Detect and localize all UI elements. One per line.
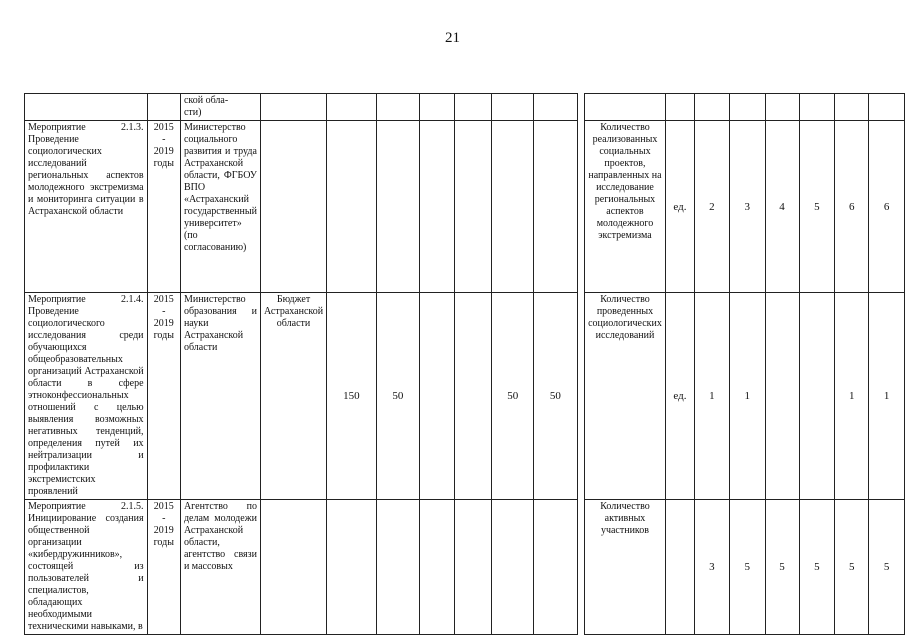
value-cell	[376, 500, 420, 635]
activity-cell: Мероприятие 2.1.5. Инициирование создания общественной организации «кибердружинников», состоящей из пользователей и специалистов, обладающих необходимыми техническими навыками, в	[25, 500, 148, 635]
period-cell	[147, 94, 180, 121]
period-cell: 2015 - 2019 годы	[147, 500, 180, 635]
target-cell: 5	[729, 500, 765, 635]
target-cell	[835, 94, 869, 121]
target-cell: 5	[835, 500, 869, 635]
indicator-cell: Количество активных участников	[585, 500, 666, 635]
value-cell	[534, 500, 578, 635]
period-cell: 2015 - 2019 годы	[147, 293, 180, 500]
executor-cell: Министерство образования и науки Астраханской области	[180, 293, 260, 500]
value-cell	[455, 94, 492, 121]
table-gap	[577, 500, 584, 635]
value-cell	[376, 94, 420, 121]
period-cell: 2015 - 2019 годы	[147, 121, 180, 293]
value-cell	[492, 94, 534, 121]
target-cell	[729, 94, 765, 121]
value-cell	[420, 500, 455, 635]
value-cell: 50	[534, 293, 578, 500]
activity-cell	[25, 94, 148, 121]
target-cell: 1	[729, 293, 765, 500]
table-gap	[577, 94, 584, 121]
target-cell: 5	[765, 500, 799, 635]
target-cell	[765, 293, 799, 500]
table-row	[25, 94, 905, 121]
value-cell	[420, 293, 455, 500]
target-cell: 5	[799, 121, 835, 293]
table-gap	[577, 121, 584, 293]
value-cell	[455, 121, 492, 293]
value-cell	[420, 94, 455, 121]
value-cell	[492, 121, 534, 293]
source-cell	[260, 121, 326, 293]
indicator-cell	[585, 94, 666, 121]
value-cell	[327, 121, 376, 293]
executor-cell: Министерство социального развития и труда Астраханской области, ФГБОУ ВПО «Астраханский государственный университет» (по согласованию)	[180, 121, 260, 293]
target-cell: 1	[695, 293, 730, 500]
value-cell	[534, 94, 578, 121]
source-cell: Бюджет Астраханской области	[260, 293, 326, 500]
value-cell: 50	[492, 293, 534, 500]
activity-cell: Мероприятие 2.1.3. Проведение социологических исследований региональных аспектов молодежного экстремизма и мониторинга ситуации в Астраханской области	[25, 121, 148, 293]
page-number: 21	[445, 30, 460, 46]
source-cell	[260, 500, 326, 635]
value-cell	[455, 293, 492, 500]
unit-cell: ед.	[665, 121, 694, 293]
unit-cell	[665, 94, 694, 121]
value-cell	[327, 500, 376, 635]
indicator-cell: Количество реализованных социальных проектов, направленных на исследование региональных аспектов молодежного экстремизма	[585, 121, 666, 293]
value-cell: 150	[327, 293, 376, 500]
value-cell	[376, 121, 420, 293]
target-cell: 3	[729, 121, 765, 293]
target-cell: 1	[869, 293, 905, 500]
unit-cell: ед.	[665, 293, 694, 500]
value-cell	[420, 121, 455, 293]
target-cell: 6	[835, 121, 869, 293]
target-cell	[869, 94, 905, 121]
target-cell	[799, 293, 835, 500]
executor-cell: ской обла- сти)	[180, 94, 260, 121]
value-cell: 50	[376, 293, 420, 500]
target-cell: 6	[869, 121, 905, 293]
table-gap	[577, 293, 584, 500]
target-cell: 4	[765, 121, 799, 293]
target-cell: 3	[695, 500, 730, 635]
value-cell	[455, 500, 492, 635]
executor-cell: Агентство по делам молодежи Астраханской области, агентство связи и массовых	[180, 500, 260, 635]
indicator-cell: Количество проведенных социологических исследований	[585, 293, 666, 500]
program-table	[24, 93, 905, 635]
source-cell	[260, 94, 326, 121]
target-cell: 1	[835, 293, 869, 500]
table-row	[25, 293, 905, 500]
value-cell	[492, 500, 534, 635]
table-row	[25, 121, 905, 293]
target-cell	[765, 94, 799, 121]
table-row	[25, 500, 905, 635]
target-cell: 2	[695, 121, 730, 293]
target-cell	[799, 94, 835, 121]
value-cell	[534, 121, 578, 293]
target-cell	[695, 94, 730, 121]
target-cell: 5	[869, 500, 905, 635]
activity-cell: Мероприятие 2.1.4. Проведение социологического исследования среди обучающихся общеобразовательных организаций Астраханской области в сфере этноконфессиональных отношений с целью выявления возможных негативных тенденций, определения путей их нейтрализации и профилактики экстремистских проявлений	[25, 293, 148, 500]
unit-cell	[665, 500, 694, 635]
value-cell	[327, 94, 376, 121]
target-cell: 5	[799, 500, 835, 635]
